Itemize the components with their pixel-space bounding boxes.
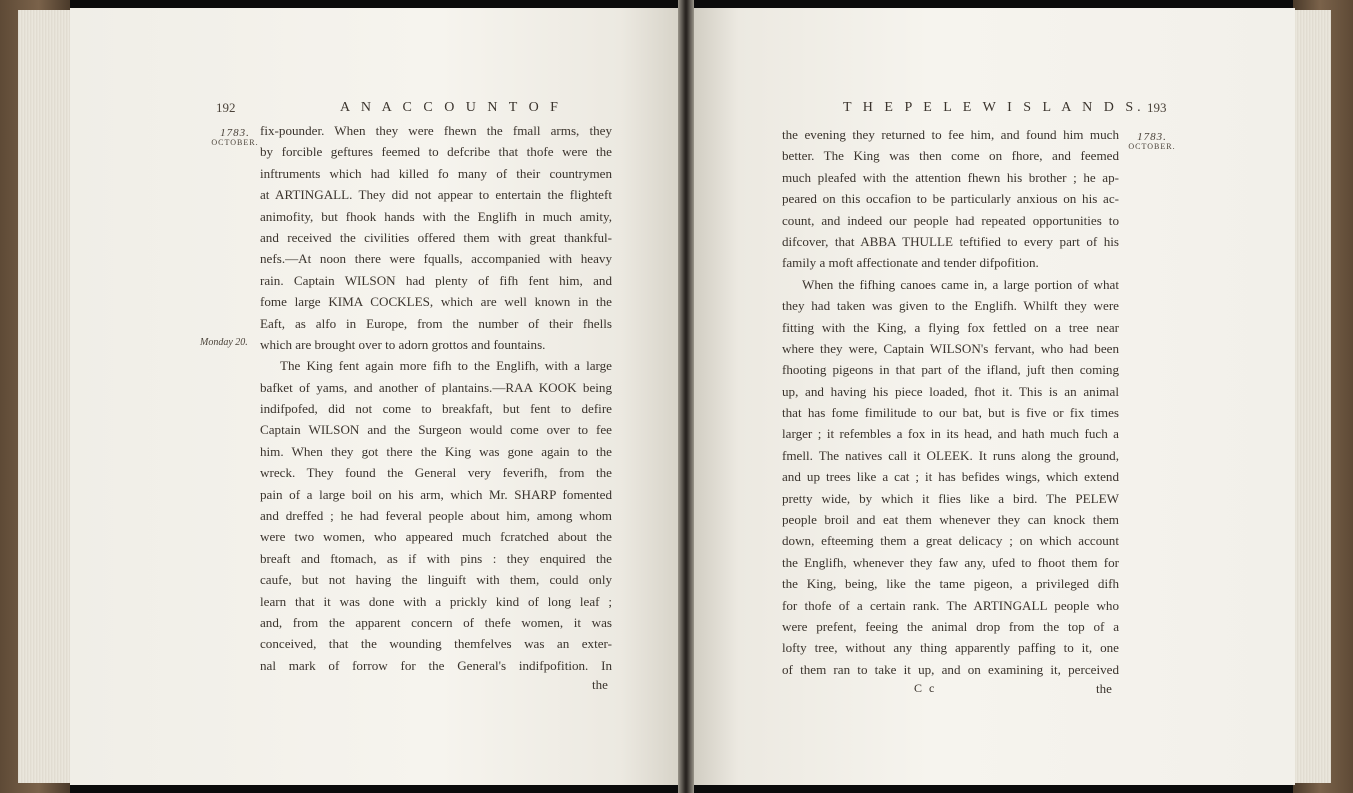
text-line: conceived, that the wounding themfelves was an exter- (260, 636, 612, 652)
text-line: pain of a large boil on his arm, which Mr. SHARP fomented (260, 486, 612, 502)
text-line: fix-pounder. When they were fhewn the fmall arms, they (260, 123, 612, 138)
text-line: animofity, but fhook hands with the Englifh in much amity, (260, 208, 612, 224)
text-line: the evening they returned to fee him, and found him much (782, 127, 1119, 142)
text-line: lofty tree, without any thing apparently paffing to it, one (782, 640, 1119, 656)
left-page-number: 192 (216, 100, 236, 115)
text-line: which are brought over to adorn grottos and fountains. (260, 336, 546, 352)
text-line: inftruments which had killed fo many of their countrymen (260, 165, 612, 181)
text-line: caufe, but not having the linguift with them, could only (260, 572, 612, 588)
text-line: that has fome fimilitude to our bat, but is five or fix times (782, 405, 1119, 421)
right-margin-year: 1783. (1137, 131, 1167, 143)
left-margin-day: Monday 20. (200, 337, 248, 348)
text-line: Eaft, as alfo in Europe, from the number of their fhells (260, 315, 612, 331)
text-line: peared on this occafion to be particularly anxious on his ac- (782, 191, 1119, 207)
text-line: they had taken was given to the Englifh. Whilft they were (782, 298, 1119, 314)
text-line: Captain WILSON and the Surgeon would come over to fee (260, 422, 612, 438)
text-line: wreck. They found the General very feverifh, from the (260, 465, 612, 481)
left-running-head: A N A C C O U N T O F (340, 100, 562, 115)
text-line: for thofe of a certain rank. The ARTINGALL people who (782, 597, 1119, 613)
text-line: difcover, that ABBA THULLE teftified to every part of his (782, 233, 1119, 249)
text-line: him. When they got there the King was gone again to the (260, 443, 612, 459)
text-line: family a moft affectionate and tender difpofition. (782, 255, 1039, 271)
text-line: down, efteeming them a great delicacy ; on which account (782, 533, 1119, 549)
text-line: fmell. The natives call it OLEEK. It runs along the ground, (782, 447, 1119, 463)
text-line: fhooting pigeons in that part of the ifland, juft then coming (782, 362, 1119, 378)
left-margin-month: OCTOBER. (211, 138, 259, 147)
text-line: indifpofed, did not come to breakfaft, but fent to defire (260, 401, 612, 417)
right-running-head: T H E P E L E W I S L A N D S. (843, 100, 1145, 115)
text-line: the King, being, like the tame pigeon, a privileged difh (782, 576, 1119, 592)
text-line: the Englifh, whenever they faw any, ufed to fhoot them for (782, 554, 1119, 570)
right-page-number: 193 (1147, 100, 1167, 115)
left-margin-year: 1783. (220, 127, 250, 139)
right-page-body (782, 124, 1119, 680)
text-line: count, and indeed our people had repeated opportunities to (782, 212, 1119, 228)
right-margin-date (1124, 132, 1180, 152)
text-line: and dreffed ; he had feveral people about him, among whom (260, 508, 612, 524)
text-line: up, and having his piece loaded, fhot it. This is an animal (782, 383, 1119, 399)
right-catchword: the (1096, 681, 1112, 696)
text-line: people broil and eat them whenever they can knock them (782, 512, 1119, 528)
text-line: fitting with the King, a flying fox fettled on a tree near (782, 319, 1119, 335)
text-line: and received the civilities offered them with great thankful- (260, 229, 612, 245)
text-line: much pleafed with the attention fhewn his brother ; he ap- (782, 169, 1119, 185)
text-line: by forcible geftures feemed to defcribe that thofe were the (260, 144, 612, 160)
text-line: better. The King was then come on fhore, and feemed (782, 148, 1119, 164)
text-line: at ARTINGALL. They did not appear to entertain the flighteft (260, 187, 612, 203)
right-margin-month: OCTOBER. (1128, 142, 1176, 151)
text-line: fome large KIMA COCKLES, which are well known in the (260, 294, 612, 310)
left-margin-date (210, 128, 260, 148)
signature-mark: C c (914, 681, 937, 695)
text-line: larger ; it refembles a fox in its head, and hath much fuch a (782, 426, 1119, 442)
text-line: When the fifhing canoes came in, a large portion of what (802, 276, 1119, 292)
book-gutter (678, 0, 694, 793)
text-line: breaft and ftomach, as if with pins : they enquired the (260, 550, 612, 566)
text-line: where they were, Captain WILSON's fervant, who had been (782, 340, 1119, 356)
text-line: were prefent, feeing the animal drop from the top of a (782, 618, 1119, 634)
text-line: of them ran to take it up, and on examining it, perceived (782, 661, 1119, 677)
left-page-body (260, 120, 612, 676)
text-line: learn that it was done with a prickly kind of long leaf ; (260, 593, 612, 609)
text-line: nal mark of forrow for the General's indifpofition. In (260, 657, 612, 673)
text-line: nefs.—At noon there were fqualls, accompanied with heavy (260, 251, 612, 267)
text-line: bafket of yams, and another of plantains.—RAA KOOK being (260, 379, 612, 395)
text-line: and up trees like a cat ; it has befides wings, which extend (782, 469, 1119, 485)
text-line: pretty wide, by which it flies like a bird. The PELEW (782, 490, 1119, 506)
text-line: and, from the apparent concern of thefe women, it was (260, 614, 612, 630)
text-line: rain. Captain WILSON had plenty of fifh fent him, and (260, 272, 612, 288)
text-line: were two women, who appeared much fcratched about the (260, 529, 612, 545)
text-line: The King fent again more fifh to the Englifh, with a large (280, 358, 612, 374)
left-catchword: the (592, 677, 608, 692)
